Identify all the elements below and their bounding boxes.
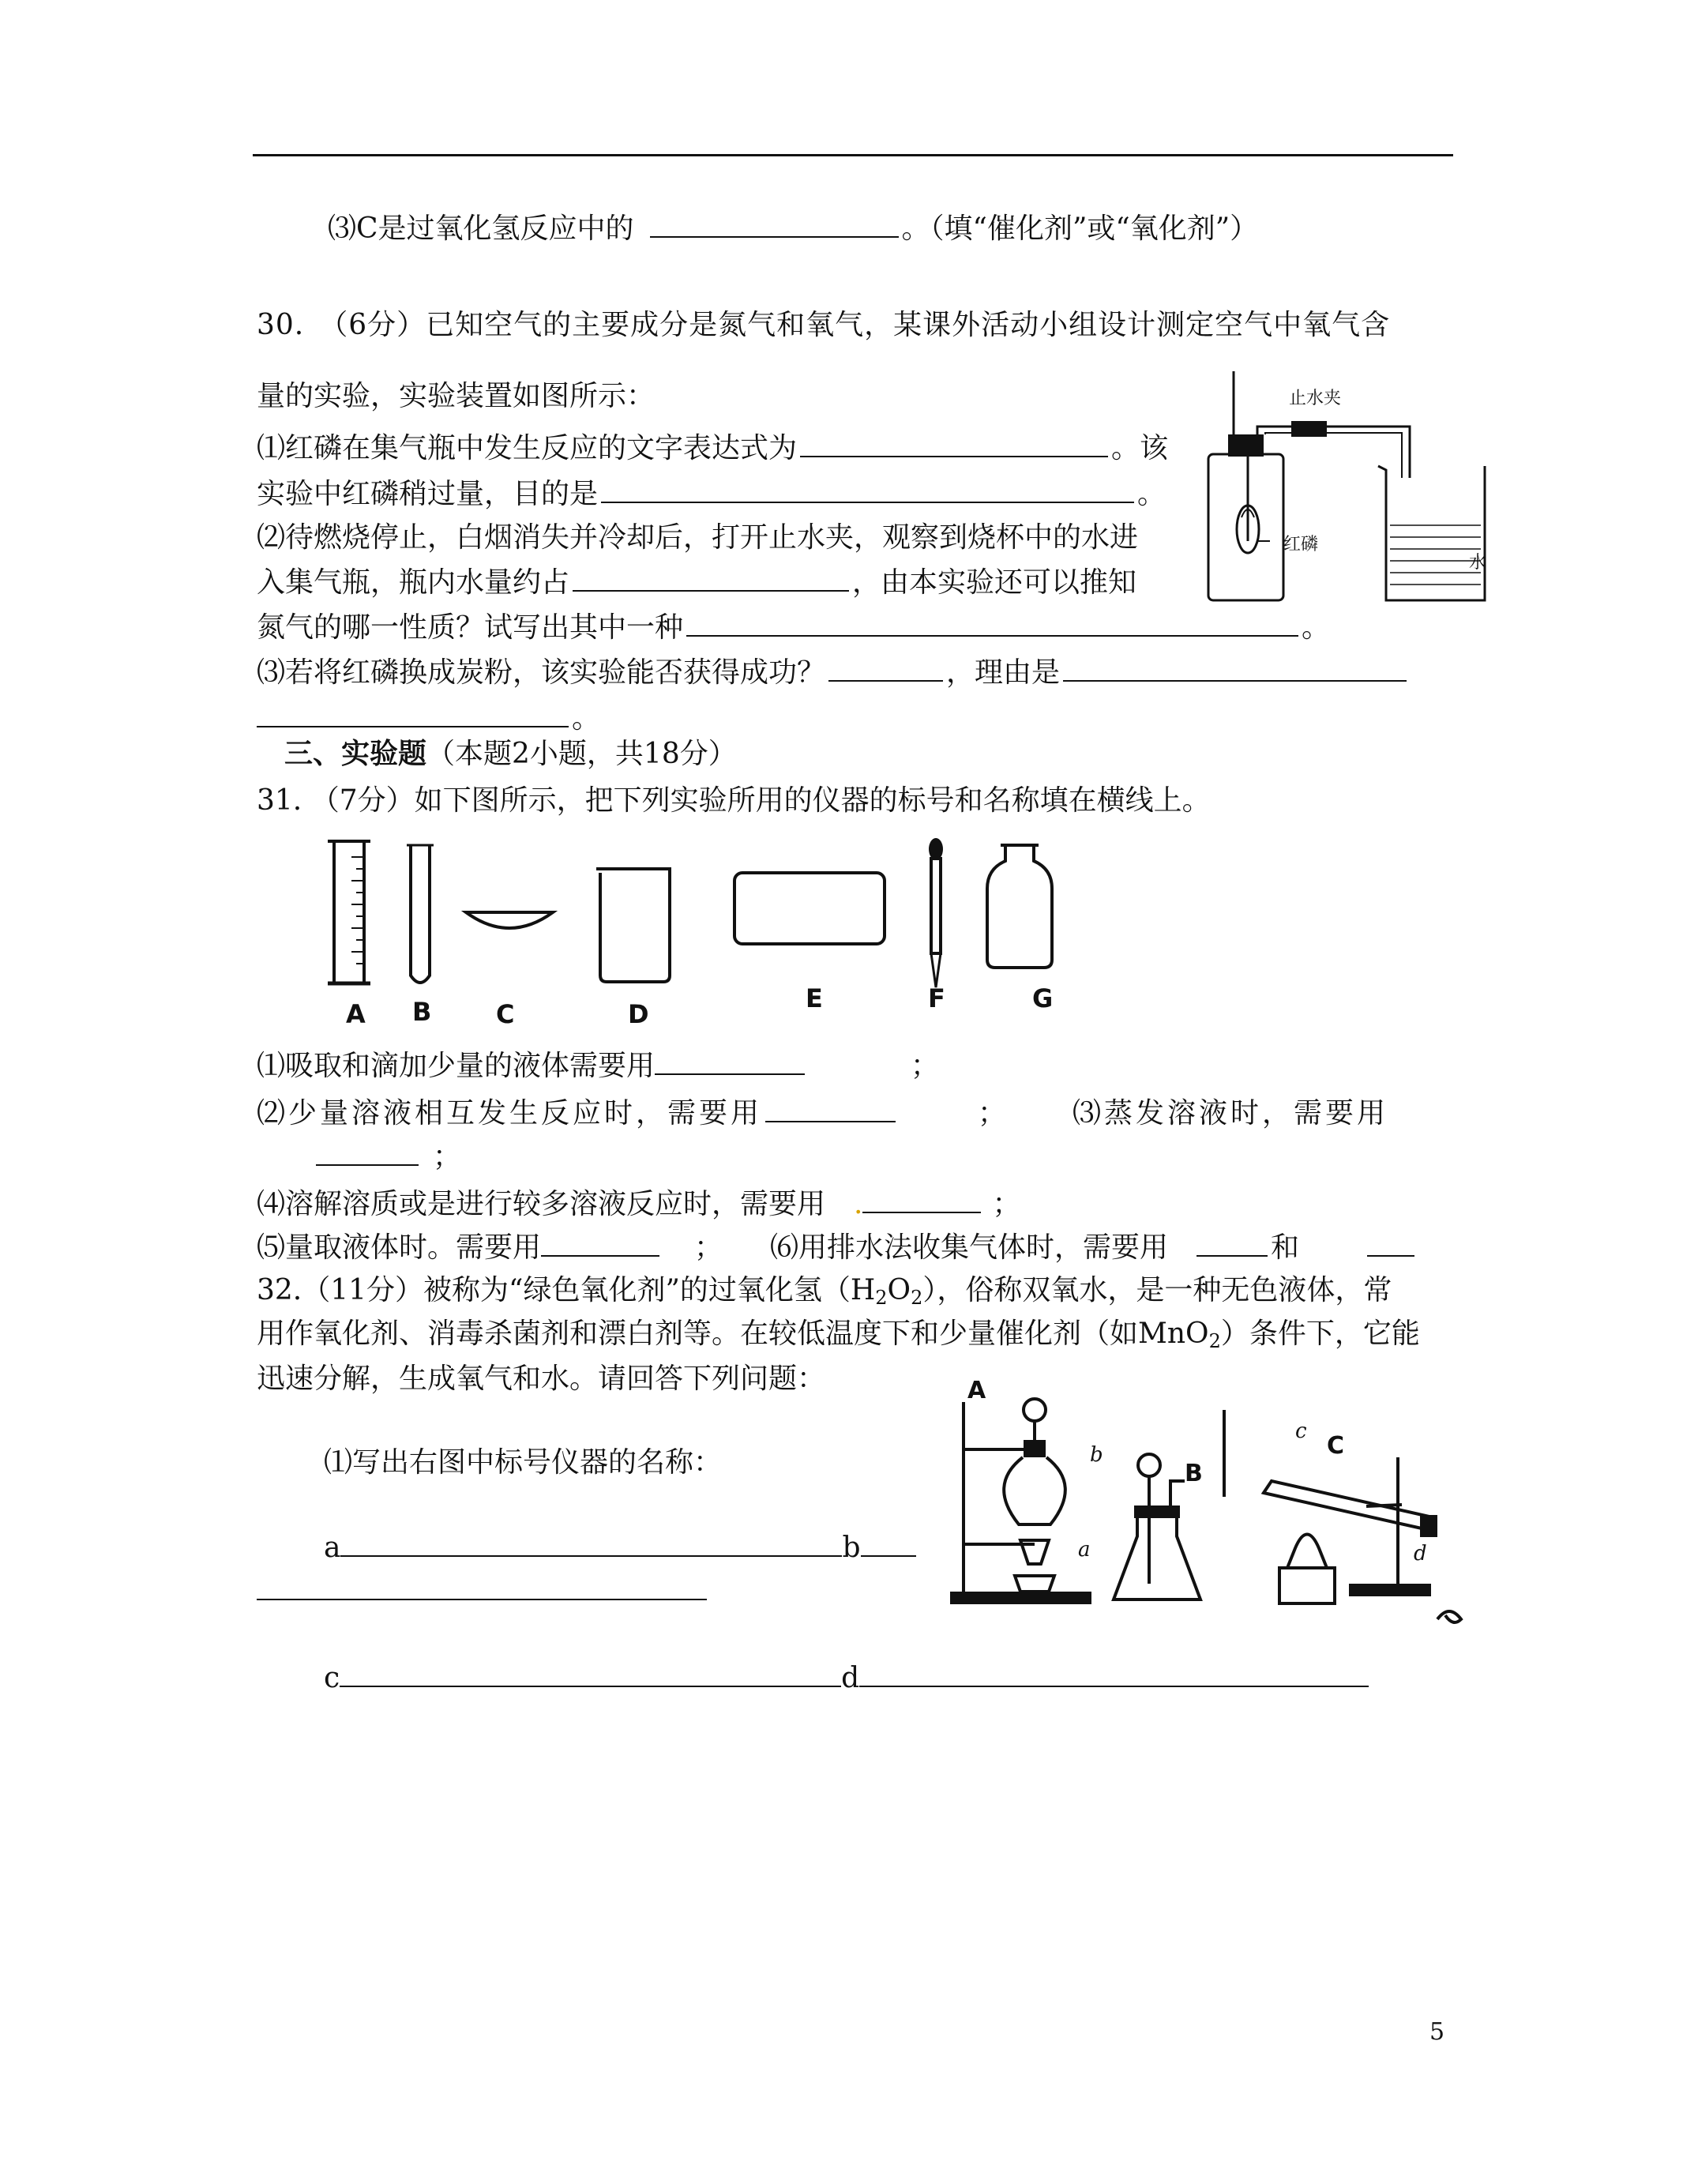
stopper-icon	[1228, 434, 1264, 457]
q32-label-d: d	[841, 1662, 860, 1694]
q29-part3-blank[interactable]	[650, 209, 899, 238]
q31-part6-blank1[interactable]	[1196, 1228, 1268, 1257]
q30-part3-line2	[257, 699, 600, 738]
instrument-label-d: D	[628, 999, 649, 1029]
section-3-title: 三、实验题	[284, 737, 427, 770]
q31-part3-blank[interactable]	[316, 1137, 419, 1166]
water-trough-icon	[734, 873, 885, 944]
q30-part1-purpose: 实验中红磷稍过量，目的是	[257, 478, 599, 510]
q31-part3-end: ；	[433, 1141, 462, 1173]
fig-label-a: a	[1078, 1538, 1091, 1562]
q32-h-sub: 2	[875, 1287, 888, 1309]
q30-part2-end: 。	[1302, 611, 1331, 644]
q30-part2: ⑵待燃烧停止，白烟消失并冷却后，打开止水夹，观察到烧杯中的水进	[257, 521, 1139, 554]
fig-label-C: C	[1327, 1432, 1345, 1460]
fig-label-d: d	[1414, 1542, 1427, 1566]
dropper-icon	[929, 838, 943, 987]
header-rule	[253, 154, 1453, 156]
q31-part5-blank[interactable]	[541, 1228, 659, 1257]
q30-part3-blank2[interactable]	[1063, 653, 1407, 682]
fig-label-c: c	[1295, 1419, 1307, 1443]
instrument-label-a: A	[346, 999, 366, 1029]
q32-blank-a[interactable]	[340, 1528, 842, 1557]
q31-part1-end: ；	[911, 1050, 940, 1082]
fig-label-b: b	[1090, 1443, 1103, 1467]
q32-apparatus-figure	[948, 1378, 1469, 1631]
q32-o-sub: 2	[911, 1287, 923, 1309]
q31-part6-text: ⑹用排水法收集气体时，需要用	[770, 1231, 1169, 1264]
q30-part3-blank1[interactable]	[828, 653, 943, 682]
q31-part4-text: ⑷溶解溶质或是进行较多溶液反应时，需要用	[257, 1188, 826, 1220]
q32-stem-3: 迅速分解，生成氧气和水。请回答下列问题：	[257, 1363, 826, 1395]
q30-stem-1: 30. （6分）已知空气的主要成分是氮气和氧气，某课外活动小组设计测定空气中氧气含	[257, 309, 1391, 341]
instrument-label-g: G	[1032, 983, 1054, 1013]
q30-part2-text2: ，由本实验还可以推知	[852, 566, 1137, 599]
water-label: 水	[1469, 553, 1487, 573]
q32-stem-2a: 用作氧化剂、消毒杀菌剂和漂白剂等。在较低温度下和少量催化剂（如MnO	[257, 1318, 1209, 1350]
q29-part3-text: ⑶C是过氧化氢反应中的	[328, 212, 634, 245]
q30-part1	[257, 429, 1168, 468]
q31-part6-and: 和	[1271, 1231, 1300, 1264]
q32-stem-2	[257, 1315, 1420, 1360]
graduated-cylinder-icon	[328, 841, 370, 983]
q31-instruments-figure	[328, 833, 1102, 991]
evaporating-dish-icon	[466, 912, 553, 928]
q30-part1-text: ⑴红磷在集气瓶中发生反应的文字表达式为	[257, 432, 798, 464]
fig-label-A: A	[967, 1378, 986, 1404]
q32-blank-ab	[324, 1528, 916, 1567]
q31-part4-blank[interactable]	[862, 1185, 981, 1213]
q32-stem-1b: ），俗称双氧水，是一种无色液体，常	[922, 1274, 1392, 1306]
apparatus-a-icon	[952, 1399, 1090, 1603]
q30-part2-line3	[257, 608, 1330, 647]
q31-part4-dot: .	[854, 1188, 863, 1220]
q32-blank-d[interactable]	[859, 1659, 1369, 1687]
q30-part1-line2	[257, 475, 1166, 513]
q30-part2-line2	[257, 563, 1136, 602]
beaker-icon	[1378, 466, 1485, 600]
test-tube-icon	[411, 845, 430, 983]
q31-part3-text: ⑶蒸发溶液时，需要用	[1073, 1097, 1389, 1130]
q31-part2-end: ；	[978, 1097, 1010, 1130]
q30-part1-blank2[interactable]	[601, 475, 1134, 503]
q31-part5-6	[257, 1228, 1418, 1267]
q32-o: O	[887, 1274, 911, 1306]
instrument-label-f: F	[928, 983, 945, 1013]
q31-part3-line2	[316, 1137, 461, 1176]
q32-part1: ⑴写出右图中标号仪器的名称：	[324, 1446, 723, 1479]
beaker-icon-d	[596, 869, 670, 982]
q29-part3	[328, 209, 1258, 248]
q31-part6-blank2[interactable]	[1367, 1228, 1414, 1257]
q30-part3-reason: ，理由是	[946, 656, 1061, 689]
q30-stem-2: 量的实验，实验装置如图所示：	[257, 380, 656, 412]
q29-part3-hint: 。（填“催化剂”或“氧化剂”）	[901, 212, 1259, 245]
clip-icon	[1291, 421, 1327, 437]
q32-blank-b[interactable]	[861, 1528, 916, 1557]
q31-part1-text: ⑴吸取和滴加少量的液体需要用	[257, 1050, 656, 1082]
q32-label-b: b	[842, 1532, 861, 1564]
q32-label-c: c	[324, 1662, 340, 1694]
q30-part1-tail: 。该	[1111, 432, 1169, 464]
phosphorus-label: 红磷	[1283, 535, 1319, 554]
q32-blank-c[interactable]	[340, 1659, 841, 1687]
q30-part2-text3: 氮气的哪一性质？试写出其中一种	[257, 611, 684, 644]
q30-apparatus-figure	[1200, 371, 1493, 608]
q31-part5-end: ；	[694, 1231, 723, 1264]
q32-blank-b-continued[interactable]	[257, 1599, 707, 1600]
q30-part1-blank1[interactable]	[800, 429, 1108, 457]
section-3-heading	[284, 735, 737, 773]
instrument-label-c: C	[496, 999, 515, 1029]
q32-stem-1	[257, 1272, 1392, 1317]
q31-part2-text: ⑵少量溶液相互发生反应时，需要用	[257, 1097, 763, 1130]
section-3-subtitle: （本题2小题，共18分）	[426, 738, 737, 770]
q31-part5-text: ⑸量取液体时。需要用	[257, 1231, 542, 1264]
q30-part2-blank1[interactable]	[573, 563, 849, 592]
q31-part4-end: ；	[992, 1188, 1021, 1220]
clip-label: 止水夹	[1289, 389, 1342, 408]
q30-part3-blank3[interactable]	[257, 699, 569, 727]
q30-part3	[257, 653, 1410, 692]
q30-part2-text: 入集气瓶，瓶内水量约占	[257, 566, 570, 599]
q31-part1-blank[interactable]	[655, 1047, 805, 1075]
q30-part2-blank2[interactable]	[686, 608, 1298, 637]
page-number: 5	[1429, 2018, 1445, 2046]
q31-part2-3	[257, 1094, 1388, 1133]
q30-part1-end: 。	[1137, 478, 1166, 510]
instrument-label-e: E	[806, 983, 823, 1013]
q32-mno2-sub: 2	[1208, 1330, 1221, 1352]
q32-blank-cd	[324, 1659, 1369, 1697]
q32-label-a: a	[324, 1532, 341, 1564]
q30-part3-text: ⑶若将红磷换成炭粉，该实验能否获得成功？	[257, 656, 826, 689]
q31-part2-blank[interactable]	[765, 1094, 896, 1122]
q31-part4	[257, 1185, 1020, 1224]
instrument-label-b: B	[412, 997, 432, 1027]
gas-jar-icon	[987, 845, 1052, 968]
q32-stem-1a: 32.（11分）被称为“绿色氧化剂”的过氧化氢（H	[257, 1274, 876, 1306]
gas-bottle-icon	[1208, 454, 1283, 600]
q31-part1	[257, 1047, 939, 1085]
q32-stem-2b: ）条件下，它能	[1220, 1318, 1420, 1350]
q30-part3-end: 。	[572, 702, 601, 735]
fig-label-B: B	[1185, 1460, 1203, 1487]
q31-stem: 31. （7分）如下图所示，把下列实验所用的仪器的标号和名称填在横线上。	[257, 784, 1211, 817]
